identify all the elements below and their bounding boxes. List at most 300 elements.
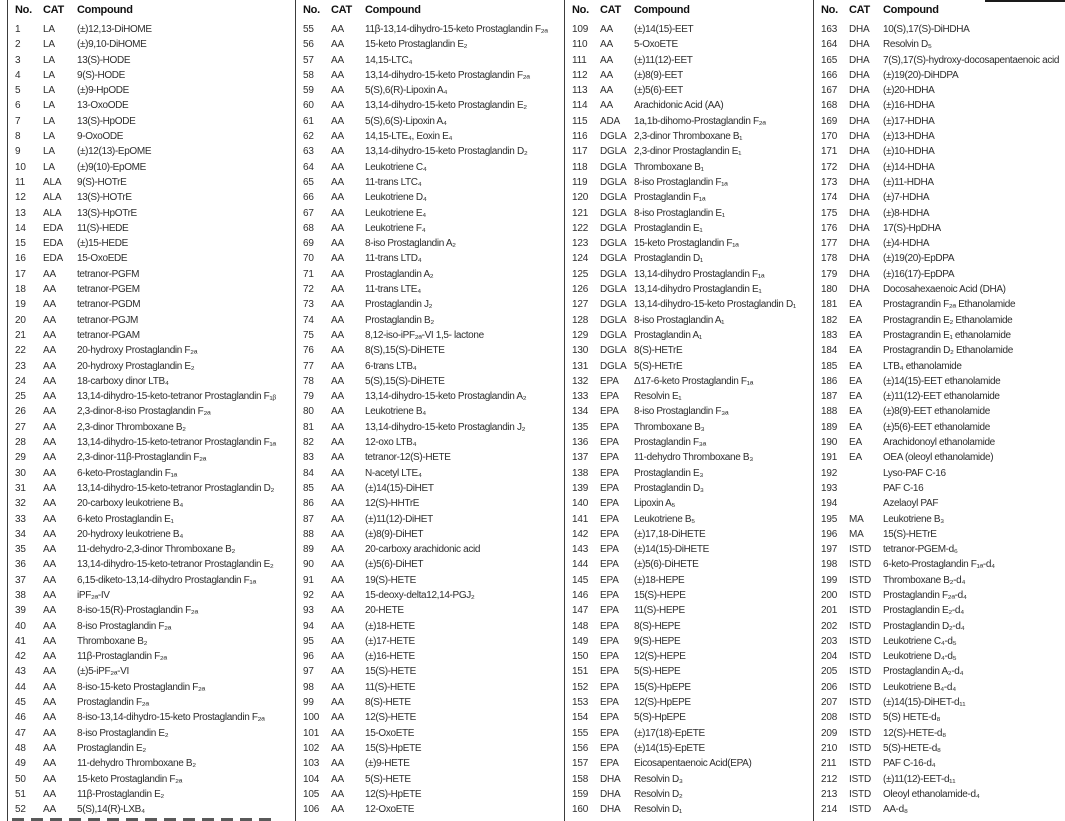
row-compound: 12(S)-HEPE: [634, 651, 686, 663]
row-compound: 20-hydroxy leukotriene B₄: [77, 528, 183, 540]
row-no: 163: [821, 24, 838, 35]
row-compound: 9(S)-HODE: [77, 69, 125, 81]
row-no: 117: [572, 146, 588, 158]
table-rows: [7, 22, 295, 817]
row-no: 42: [15, 651, 26, 663]
row-cat: AA: [43, 498, 56, 510]
row-compound: 5(S),15(S)-DiHETE: [365, 375, 445, 387]
table-row: [7, 772, 295, 787]
row-no: 168: [821, 100, 838, 112]
row-compound: tetranor-PGEM-d₆: [883, 544, 958, 556]
table-row: [295, 160, 564, 175]
row-no: 76: [303, 345, 314, 357]
row-no: 127: [572, 299, 589, 311]
row-cat: DHA: [849, 222, 870, 234]
row-no: 213: [821, 788, 838, 800]
row-cat: LA: [43, 85, 55, 97]
row-no: 192: [821, 467, 838, 479]
row-compound: Prostaglandin E₂: [77, 742, 146, 754]
row-compound: (±)20-HDHA: [883, 85, 935, 97]
row-cat: AA: [43, 666, 56, 678]
row-no: 150: [572, 651, 589, 663]
row-cat: AA: [43, 528, 56, 540]
row-compound: Leukotriene B₄: [365, 406, 426, 418]
table-row: [813, 619, 1065, 634]
header-cat: CAT: [849, 4, 870, 16]
row-no: 184: [821, 345, 838, 357]
table-row: [564, 53, 813, 68]
row-cat: AA: [331, 146, 344, 158]
row-no: 208: [821, 712, 838, 724]
row-cat: ISTD: [849, 559, 871, 571]
table-row: [564, 527, 813, 542]
row-compound: 20-hydroxy Prostaglandin E₂: [77, 360, 195, 372]
row-no: 157: [572, 758, 589, 770]
table-row: [295, 313, 564, 328]
table-row: [564, 37, 813, 52]
row-cat: ALA: [43, 192, 62, 204]
row-compound: (±)18-HEPE: [634, 574, 685, 586]
row-cat: DHA: [849, 131, 870, 143]
row-cat: AA: [43, 467, 56, 479]
row-cat: AA: [331, 69, 344, 81]
row-no: 47: [15, 727, 26, 739]
table-row: [564, 695, 813, 710]
row-cat: AA: [43, 727, 56, 739]
row-cat: AA: [331, 437, 344, 449]
row-cat: ISTD: [849, 635, 871, 647]
row-compound: LTB₄ ethanolamide: [883, 360, 962, 372]
row-cat: AA: [331, 635, 344, 647]
row-compound: Resolvin D₅: [883, 39, 932, 51]
row-no: 9: [15, 146, 21, 158]
row-no: 131: [572, 360, 589, 372]
row-cat: EPA: [600, 727, 619, 739]
row-compound: 8-iso Prostaglandin E₁: [634, 207, 725, 219]
row-no: 6: [15, 100, 21, 112]
row-no: 104: [303, 773, 320, 785]
row-cat: DHA: [600, 773, 621, 785]
row-compound: Prostaglandin F₂ₐ: [77, 697, 149, 709]
table-row: [813, 98, 1065, 113]
row-cat: EPA: [600, 559, 619, 571]
table-row: [564, 68, 813, 83]
table-row: [564, 404, 813, 419]
row-compound: 15(S)-HETE: [365, 666, 416, 678]
row-compound: Leukotriene E₄: [365, 207, 426, 219]
row-compound: 9-OxoODE: [77, 131, 124, 143]
row-no: 86: [303, 498, 314, 510]
row-compound: Leukotriene D₄: [365, 192, 427, 204]
table-row: [7, 343, 295, 358]
row-cat: EPA: [600, 406, 619, 418]
row-cat: EDA: [43, 222, 63, 234]
row-compound: (±)14(15)-DiHET-d₁₁: [883, 697, 966, 709]
row-compound: Leukotriene B₄-d₄: [883, 681, 956, 693]
table-row: [564, 83, 813, 98]
row-no: 178: [821, 253, 838, 265]
table-row: [295, 527, 564, 542]
row-no: 148: [572, 620, 589, 632]
row-compound: 11-dehydro Thromboxane B₃: [634, 452, 753, 464]
row-no: 24: [15, 375, 26, 387]
row-cat: ISTD: [849, 651, 871, 663]
row-no: 196: [821, 528, 838, 540]
row-no: 137: [572, 452, 589, 464]
header-no: No.: [572, 4, 589, 16]
row-compound: 8(S)-HETE: [365, 697, 411, 709]
row-no: 129: [572, 329, 589, 341]
row-no: 26: [15, 406, 26, 418]
table-row: [7, 83, 295, 98]
row-compound: 5(S) HETE-d₈: [883, 712, 941, 724]
row-compound: (±)16-HDHA: [883, 100, 935, 112]
row-compound: 5(S)-HETrE: [634, 360, 683, 372]
row-no: 91: [303, 574, 314, 586]
table-row: [295, 710, 564, 725]
row-no: 73: [303, 299, 314, 311]
table-row: [295, 573, 564, 588]
table-row: [564, 787, 813, 802]
row-cat: AA: [331, 192, 344, 204]
row-compound: Leukotriene F₄: [365, 222, 426, 234]
row-no: 209: [821, 727, 838, 739]
row-cat: EA: [849, 421, 862, 433]
row-cat: DHA: [849, 238, 870, 250]
row-cat: AA: [331, 284, 344, 296]
row-cat: AA: [331, 268, 344, 280]
row-no: 118: [572, 161, 588, 173]
row-compound: (±)8-HDHA: [883, 207, 930, 219]
table-row: [813, 114, 1065, 129]
table-row: [7, 404, 295, 419]
row-no: 133: [572, 391, 589, 403]
table-row: [7, 190, 295, 205]
row-compound: Prostagrandin D₂ Ethanolamide: [883, 345, 1013, 357]
row-compound: 13-OxoODE: [77, 100, 129, 112]
row-compound: 11(S)-HETE: [365, 681, 416, 693]
table-row: [813, 267, 1065, 282]
row-cat: AA: [43, 758, 56, 770]
row-compound: 5(S),6(S)-Lipoxin A₄: [365, 115, 447, 127]
table-row: [564, 542, 813, 557]
table-row: [813, 68, 1065, 83]
row-cat: AA: [43, 589, 56, 601]
row-no: 156: [572, 742, 589, 754]
row-cat: AA: [331, 115, 344, 127]
row-compound: 6,15-diketo-13,14-dihydro Prostaglandin F₁ₐ: [77, 574, 256, 586]
row-no: 101: [303, 727, 320, 739]
row-cat: AA: [43, 314, 56, 326]
row-cat: DGLA: [600, 314, 627, 326]
table-row: [295, 466, 564, 481]
row-cat: AA: [43, 773, 56, 785]
row-no: 34: [15, 528, 26, 540]
table-row: [295, 542, 564, 557]
row-compound: (±)15-HEDE: [77, 238, 128, 250]
row-cat: EPA: [600, 467, 619, 479]
table-row: [7, 512, 295, 527]
row-compound: (±)14(15)-DiHET: [365, 482, 434, 494]
row-no: 205: [821, 666, 838, 678]
row-compound: 2,3-dinor Prostaglandin E₁: [634, 146, 742, 158]
table-row: [813, 343, 1065, 358]
row-no: 84: [303, 467, 314, 479]
table-row: [813, 359, 1065, 374]
row-no: 113: [572, 85, 588, 97]
table-row: [295, 251, 564, 266]
header-cat: CAT: [331, 4, 352, 16]
row-compound: Leukotriene B₅: [634, 513, 695, 525]
table-row: [295, 802, 564, 817]
table-row: [7, 481, 295, 496]
row-no: 193: [821, 482, 838, 494]
row-compound: Prostaglandin A₁: [634, 329, 702, 341]
row-no: 36: [15, 559, 26, 571]
row-cat: AA: [331, 238, 344, 250]
row-cat: AA: [331, 54, 344, 66]
table-row: [813, 144, 1065, 159]
table-row: [564, 557, 813, 572]
row-no: 198: [821, 559, 838, 571]
row-no: 164: [821, 39, 838, 51]
table-row: [7, 53, 295, 68]
row-cat: DHA: [849, 85, 870, 97]
row-no: 41: [15, 635, 26, 647]
table-row: [813, 481, 1065, 496]
row-no: 33: [15, 513, 26, 525]
row-compound: (±)14(15)-DiHETE: [634, 544, 709, 556]
row-cat: AA: [600, 69, 613, 81]
row-no: 174: [821, 192, 838, 204]
row-cat: DHA: [849, 253, 870, 265]
row-cat: AA: [331, 666, 344, 678]
table-row: [564, 466, 813, 481]
row-no: 140: [572, 498, 589, 510]
row-cat: AA: [331, 804, 344, 816]
row-no: 170: [821, 131, 838, 143]
row-cat: AA: [331, 207, 344, 219]
row-cat: AA: [43, 804, 56, 816]
row-cat: DGLA: [600, 146, 627, 158]
row-cat: ISTD: [849, 620, 871, 632]
row-compound: (±)8(9)-DiHET: [365, 528, 424, 540]
row-compound: 15(S)-HETrE: [883, 528, 937, 540]
row-compound: 20-hydroxy Prostaglandin F₂ₐ: [77, 345, 198, 357]
table-header: [295, 0, 564, 22]
row-no: 172: [821, 161, 838, 173]
table-row: [295, 649, 564, 664]
row-cat: DHA: [849, 39, 870, 51]
row-cat: MA: [849, 528, 864, 540]
row-cat: DGLA: [600, 131, 627, 143]
table-row: [564, 144, 813, 159]
row-cat: AA: [331, 24, 344, 35]
row-cat: AA: [600, 39, 613, 51]
table-row: [295, 619, 564, 634]
row-cat: EPA: [600, 544, 619, 556]
table-row: [564, 450, 813, 465]
table-row: [564, 267, 813, 282]
table-row: [7, 664, 295, 679]
row-no: 20: [15, 314, 26, 326]
table-row: [7, 144, 295, 159]
row-cat: DHA: [849, 207, 870, 219]
table-row: [7, 313, 295, 328]
row-compound: 12-OxoETE: [365, 804, 415, 816]
row-compound: (±)17-HDHA: [883, 115, 935, 127]
row-compound: 13,14-dihydro-15-keto-tetranor Prostaglandin F₁ₐ: [77, 437, 276, 449]
row-cat: DHA: [849, 176, 870, 188]
table-row: [813, 404, 1065, 419]
table-row: [295, 190, 564, 205]
row-no: 122: [572, 222, 589, 234]
table-row: [7, 496, 295, 511]
table-row: [7, 649, 295, 664]
table-row: [295, 22, 564, 37]
row-cat: DHA: [849, 192, 870, 204]
row-no: 201: [821, 605, 838, 617]
row-compound: (±)13-HDHA: [883, 131, 935, 143]
row-no: 139: [572, 482, 589, 494]
row-no: 82: [303, 437, 314, 449]
row-compound: 6-keto-Prostaglandin F₁ₐ-d₄: [883, 559, 995, 571]
row-compound: 13,14-dihydro-15-keto Prostaglandin D₁: [634, 299, 796, 311]
row-cat: AA: [331, 375, 344, 387]
table-row: [295, 603, 564, 618]
table-row: [295, 695, 564, 710]
table-row: [813, 313, 1065, 328]
row-compound: 20-carboxy arachidonic acid: [365, 544, 481, 556]
table-row: [564, 634, 813, 649]
row-compound: Prostaglandin D₂-d₄: [883, 620, 965, 632]
row-compound: (±)11(12)-EET-d₁₁: [883, 773, 956, 785]
table-row: [7, 129, 295, 144]
row-cat: AA: [43, 329, 56, 341]
row-cat: ISTD: [849, 697, 871, 709]
row-compound: iPF₂ₐ-IV: [77, 589, 110, 601]
row-compound: 15(S)-HpETE: [365, 742, 422, 754]
row-compound: 8(S)-HETrE: [634, 345, 683, 357]
table-row: [813, 726, 1065, 741]
row-no: 112: [572, 69, 588, 81]
table-row: [295, 496, 564, 511]
row-cat: AA: [43, 513, 56, 525]
row-cat: AA: [43, 284, 56, 296]
row-no: 87: [303, 513, 314, 525]
row-no: 18: [15, 284, 26, 296]
row-no: 194: [821, 498, 838, 510]
row-compound: (±)18-HETE: [365, 620, 415, 632]
row-cat: AA: [43, 268, 56, 280]
row-no: 48: [15, 742, 26, 754]
table-row: [564, 664, 813, 679]
row-no: 125: [572, 268, 589, 280]
table-column-group-2: [295, 0, 564, 821]
row-cat: DGLA: [600, 253, 627, 265]
table-row: [295, 37, 564, 52]
row-compound: (±)5(6)-DiHET: [365, 559, 424, 571]
row-no: 80: [303, 406, 314, 418]
row-no: 202: [821, 620, 838, 632]
table-row: [295, 328, 564, 343]
row-compound: 5(S)-HEPE: [634, 666, 681, 678]
row-compound: Prostagrandin E₂ Ethanolamide: [883, 314, 1013, 326]
row-no: 99: [303, 697, 314, 709]
row-compound: 13,14-dihydro-15-keto-tetranor Prostaglandin E₂: [77, 559, 274, 571]
row-compound: Prostaglandin A₂: [365, 268, 434, 280]
row-no: 93: [303, 605, 314, 617]
table-row: [813, 22, 1065, 37]
row-compound: Prostaglandin E₁: [634, 222, 703, 234]
row-compound: Thromboxane B₁: [634, 161, 704, 173]
table-row: [295, 772, 564, 787]
row-no: 124: [572, 253, 589, 265]
row-compound: tetranor-PGAM: [77, 329, 140, 341]
row-compound: 13,14-dihydro-15-keto Prostaglandin E₂: [365, 100, 527, 112]
row-cat: AA: [43, 299, 56, 311]
row-cat: EPA: [600, 589, 619, 601]
row-cat: DHA: [849, 146, 870, 158]
table-row: [7, 236, 295, 251]
row-compound: 11-trans LTD₄: [365, 253, 422, 265]
table-row: [7, 420, 295, 435]
row-cat: ISTD: [849, 589, 871, 601]
row-compound: (±)11(12)-DiHET: [365, 513, 433, 525]
row-no: 166: [821, 69, 838, 81]
row-compound: Prostaglandin A₂-d₄: [883, 666, 964, 678]
row-cat: ISTD: [849, 773, 871, 785]
table-row: [564, 756, 813, 771]
row-compound: 8(S)-HEPE: [634, 620, 681, 632]
row-no: 181: [821, 299, 838, 311]
row-compound: Leukotriene C₄: [365, 161, 427, 173]
row-cat: AA: [43, 452, 56, 464]
table-row: [813, 175, 1065, 190]
row-cat: DGLA: [600, 299, 627, 311]
row-compound: 12(S)-HETE: [365, 712, 416, 724]
row-cat: AA: [43, 406, 56, 418]
row-cat: AA: [43, 681, 56, 693]
table-row: [813, 389, 1065, 404]
table-row: [295, 206, 564, 221]
row-compound: 11-trans LTC₄: [365, 176, 422, 188]
row-cat: AA: [43, 788, 56, 800]
table-row: [813, 221, 1065, 236]
row-cat: ISTD: [849, 788, 871, 800]
row-compound: 8-iso Prostaglandin F₁ₐ: [634, 176, 728, 188]
table-row: [295, 588, 564, 603]
row-compound: (±)16-HETE: [365, 651, 415, 663]
row-no: 4: [15, 69, 21, 81]
table-row: [813, 328, 1065, 343]
table-row: [7, 695, 295, 710]
row-cat: AA: [331, 467, 344, 479]
table-row: [7, 328, 295, 343]
row-compound: 11(S)-HEPE: [634, 605, 685, 617]
row-cat: EPA: [600, 528, 619, 540]
row-no: 152: [572, 681, 589, 693]
table-row: [295, 389, 564, 404]
row-cat: ALA: [43, 176, 62, 188]
table-row: [7, 175, 295, 190]
row-cat: EA: [849, 329, 862, 341]
row-no: 98: [303, 681, 314, 693]
table-row: [564, 282, 813, 297]
row-cat: AA: [43, 544, 56, 556]
row-cat: ISTD: [849, 544, 871, 556]
row-compound: (±)9,10-DiHOME: [77, 39, 147, 51]
